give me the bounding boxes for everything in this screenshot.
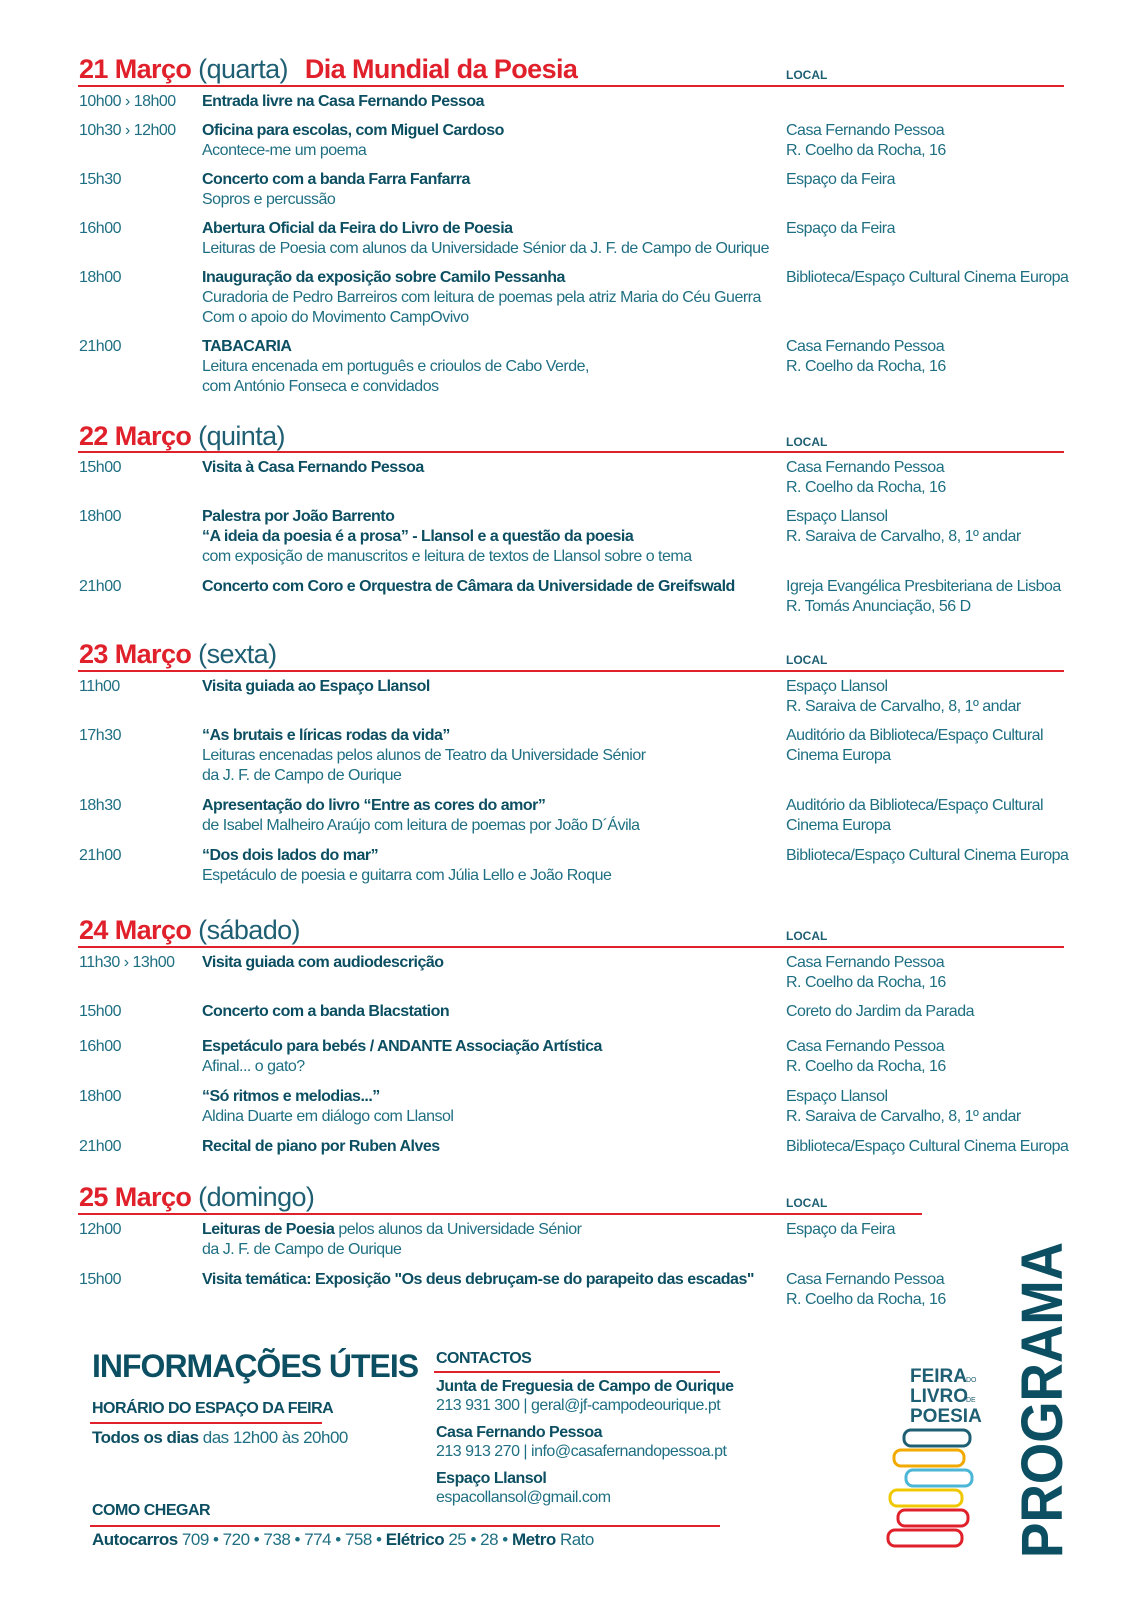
event-info [202,92,772,112]
divider [90,1525,720,1527]
location-line: Igreja Evangélica Presbiteriana de Lisboa [786,578,1061,595]
event-title: Concerto com a banda Blacstation [202,1003,450,1020]
event-detail: Aldina Duarte em diálogo com Llansol [202,1108,454,1125]
event-title: Concerto com a banda Farra Fanfarra [202,171,470,188]
event-info [202,507,772,567]
event-time: 18h00 [79,269,121,286]
event-info [202,1037,772,1077]
event-info [202,1087,772,1127]
books-stack-icon [884,1358,992,1558]
event-detail: Afinal... o gato? [202,1058,305,1075]
day-date: 21 Março [79,54,192,84]
event-detail: Leituras encenadas pelos alunos de Teatro da Universidade Sénior [202,747,646,764]
event-title: “Só ritmos e melodias...” [202,1088,380,1105]
divider [78,946,1064,948]
location-line: Casa Fernando Pessoa [786,122,945,139]
location-line: Espaço Llansol [786,508,888,525]
event-time: 10h00 › 18h00 [79,93,176,110]
event-location [786,268,1086,288]
event-detail: da J. F. de Campo de Ourique [202,767,402,784]
location-line: Biblioteca/Espaço Cultural Cinema Europa [786,1138,1069,1155]
day-weekday: (domingo) [198,1182,315,1212]
event-info [202,268,772,328]
event-detail: da J. F. de Campo de Ourique [202,1241,402,1258]
event-time: 15h00 [79,459,121,476]
divider [90,1422,322,1424]
location-line: Cinema Europa [786,747,891,764]
horario-label: HORÁRIO DO ESPAÇO DA FEIRA [92,1400,334,1417]
event-time: 18h00 [79,1088,121,1105]
day-date: 23 Março [79,639,192,669]
event-time: 10h30 › 12h00 [79,122,176,139]
event-detail: Com o apoio do Movimento CampOvivo [202,309,469,326]
event-detail: Acontece-me um poema [202,142,367,159]
event-title-line [202,1220,772,1240]
programa-title [1010,1240,1070,1560]
transport-text [92,1530,594,1550]
day-date: 25 Março [79,1182,192,1212]
event-location [786,1137,1086,1157]
event-location [786,953,1086,993]
event-title: Entrada livre na Casa Fernando Pessoa [202,93,485,110]
metro-label: Metro [511,1530,556,1549]
event-title: Leituras de Poesia [202,1221,335,1238]
horario-days: Todos os dias [92,1428,199,1447]
logo-word: POESIA [910,1406,982,1427]
location-line: R. Coelho da Rocha, 16 [786,1291,946,1308]
location-line: Espaço da Feira [786,171,896,188]
event-time: 15h30 [79,171,121,188]
event-title: Visita temática: Exposição "Os deus debruçam-se do parapeito das escadas" [202,1271,754,1288]
event-location [786,796,1086,836]
location-line: Coreto do Jardim da Parada [786,1003,974,1020]
event-info [202,846,772,886]
horario-hours: das 12h00 às 20h00 [198,1428,348,1447]
event-info [202,1137,772,1157]
event-info [202,458,772,478]
location-line: R. Tomás Anunciação, 56 D [786,598,971,615]
event-info [202,170,772,210]
event-info [202,796,772,836]
location-line: Casa Fernando Pessoa [786,954,945,971]
event-title: “Dos dois lados do mar” [202,847,379,864]
event-info [202,1002,772,1022]
event-time: 21h00 [79,1138,121,1155]
day-heading [79,54,577,84]
divider [78,1213,922,1215]
location-line: Espaço Llansol [786,678,888,695]
location-line: R. Coelho da Rocha, 16 [786,358,946,375]
divider [434,1371,720,1373]
event-time: 16h00 [79,1038,121,1055]
como-chegar-label: COMO CHEGAR [92,1502,211,1519]
event-title-rest: pelos alunos da Universidade Sénior [334,1221,582,1238]
logo-small: DO [966,1377,977,1384]
event-info [202,677,772,697]
event-time: 21h00 [79,578,121,595]
logo-small: DE [966,1397,976,1404]
event-title: Visita guiada ao Espaço Llansol [202,678,430,695]
event-time: 21h00 [79,847,121,864]
local-label: LOCAL [786,68,828,82]
local-label: LOCAL [786,435,828,449]
eletrico-label: Elétrico [385,1530,445,1549]
event-info [202,1270,772,1290]
feira-logo [884,1358,992,1558]
location-line: Casa Fernando Pessoa [786,459,945,476]
contact-name: Junta de Freguesia de Campo de Ourique [436,1378,734,1395]
day-date: 24 Março [79,915,192,945]
event-location [786,846,1086,866]
info-title: INFORMAÇÕES ÚTEIS [92,1348,419,1384]
location-line: Espaço da Feira [786,220,896,237]
day-heading [79,639,277,669]
event-time: 21h00 [79,338,121,355]
event-title: “As brutais e líricas rodas da vida” [202,727,450,744]
event-location [786,170,1086,190]
day-title: Dia Mundial da Poesia [304,54,578,84]
event-title: Abertura Oficial da Feira do Livro de Poesia [202,220,513,237]
event-time: 12h00 [79,1221,121,1238]
event-detail: Curadoria de Pedro Barreiros com leitura de poemas pela atriz Maria do Céu Guerra [202,289,761,306]
event-time: 16h00 [79,220,121,237]
event-location [786,1002,1086,1022]
autocarros-list: 709 • 720 • 738 • 774 • 758 • [177,1530,386,1549]
divider [78,85,1064,87]
event-location [786,121,1086,161]
metro-station: Rato [555,1530,594,1549]
divider [78,670,1064,672]
location-line: Auditório da Biblioteca/Espaço Cultural [786,727,1044,744]
event-detail: Espetáculo de poesia e guitarra com Júlia Lello e João Roque [202,867,612,884]
event-title: Inauguração da exposição sobre Camilo Pessanha [202,269,565,286]
event-title: Visita guiada com audiodescrição [202,954,444,971]
event-time: 15h00 [79,1271,121,1288]
location-line: R. Coelho da Rocha, 16 [786,142,946,159]
event-info [202,219,772,259]
contact-detail[interactable]: 213 913 270 | info@casafernandopessoa.pt [436,1443,727,1460]
location-line: R. Saraiva de Carvalho, 8, 1º andar [786,528,1021,545]
event-title: Oficina para escolas, com Miguel Cardoso [202,122,504,139]
location-line: R. Coelho da Rocha, 16 [786,479,946,496]
event-detail: com António Fonseca e convidados [202,378,439,395]
event-info [202,121,772,161]
location-line: R. Saraiva de Carvalho, 8, 1º andar [786,698,1021,715]
logo-word: LIVRO [910,1386,969,1407]
location-line: Biblioteca/Espaço Cultural Cinema Europa [786,269,1069,286]
event-location [786,1220,1086,1240]
event-title: Concerto com Coro e Orquestra de Câmara da Universidade de Greifswald [202,578,735,595]
day-weekday: (quinta) [198,421,285,451]
day-weekday: (sexta) [198,639,277,669]
location-line: R. Coelho da Rocha, 16 [786,1058,946,1075]
divider [78,451,1064,453]
location-line: R. Saraiva de Carvalho, 8, 1º andar [786,1108,1021,1125]
local-label: LOCAL [786,653,828,667]
event-info [202,337,772,397]
day-weekday: (sábado) [198,915,300,945]
day-heading [79,915,300,945]
location-line: Espaço da Feira [786,1221,896,1238]
local-label: LOCAL [786,929,828,943]
eletrico-list: 25 • 28 • [444,1530,512,1549]
event-title: Palestra por João Barrento [202,508,395,525]
event-info [202,953,772,973]
event-time: 18h30 [79,797,121,814]
horario-text [92,1428,348,1448]
local-label: LOCAL [786,1196,828,1210]
event-detail: com exposição de manuscritos e leitura de textos de Llansol sobre o tema [202,548,692,565]
location-line: Espaço Llansol [786,1088,888,1105]
location-line: Casa Fernando Pessoa [786,338,945,355]
location-line: R. Coelho da Rocha, 16 [786,974,946,991]
location-line: Biblioteca/Espaço Cultural Cinema Europa [786,847,1069,864]
event-detail: Leituras de Poesia com alunos da Universidade Sénior da J. F. de Campo de Ourique [202,240,769,257]
day-date: 22 Março [79,421,192,451]
day-heading [79,421,285,451]
event-location [786,458,1086,498]
event-location [786,726,1086,766]
event-time: 17h30 [79,727,121,744]
contact-name: Espaço Llansol [436,1470,547,1487]
contact-name: Casa Fernando Pessoa [436,1424,603,1441]
event-location [786,337,1086,377]
logo-word: FEIRA [910,1366,967,1387]
event-title: Espetáculo para bebés / ANDANTE Associação Artística [202,1038,602,1055]
event-info [202,577,772,597]
event-time: 11h00 [79,678,120,695]
event-title: Recital de piano por Ruben Alves [202,1138,440,1155]
event-detail: Sopros e percussão [202,191,336,208]
event-info [202,1220,772,1260]
contacts-label: CONTACTOS [436,1350,532,1367]
contact-detail[interactable]: espacollansol@gmail.com [436,1489,611,1506]
location-line: Casa Fernando Pessoa [786,1271,945,1288]
location-line: Auditório da Biblioteca/Espaço Cultural [786,797,1044,814]
event-location [786,1037,1086,1077]
event-title: TABACARIA [202,338,292,355]
autocarros-label: Autocarros [92,1530,178,1549]
event-title: Visita à Casa Fernando Pessoa [202,459,424,476]
event-title: Apresentação do livro “Entre as cores do amor” [202,797,546,814]
event-subtitle: “A ideia da poesia é a prosa” - Llansol e a questão da poesia [202,528,634,545]
location-line: Cinema Europa [786,817,891,834]
event-location [786,219,1086,239]
programa-text: PROGRAMA [1010,1240,1070,1558]
location-line: Casa Fernando Pessoa [786,1038,945,1055]
day-heading [79,1182,314,1212]
event-location [786,1087,1086,1127]
event-detail: Leitura encenada em português e crioulos de Cabo Verde, [202,358,589,375]
event-info [202,726,772,786]
event-time: 18h00 [79,508,121,525]
day-weekday: (quarta) [198,54,288,84]
event-detail: de Isabel Malheiro Araújo com leitura de poemas por João D´Ávila [202,817,640,834]
event-time: 15h00 [79,1003,121,1020]
event-time: 11h30 › 13h00 [79,954,175,971]
event-location [786,677,1086,717]
event-location [786,577,1086,617]
event-location [786,507,1086,547]
contact-detail[interactable]: 213 931 300 | geral@jf-campodeourique.pt [436,1397,721,1414]
